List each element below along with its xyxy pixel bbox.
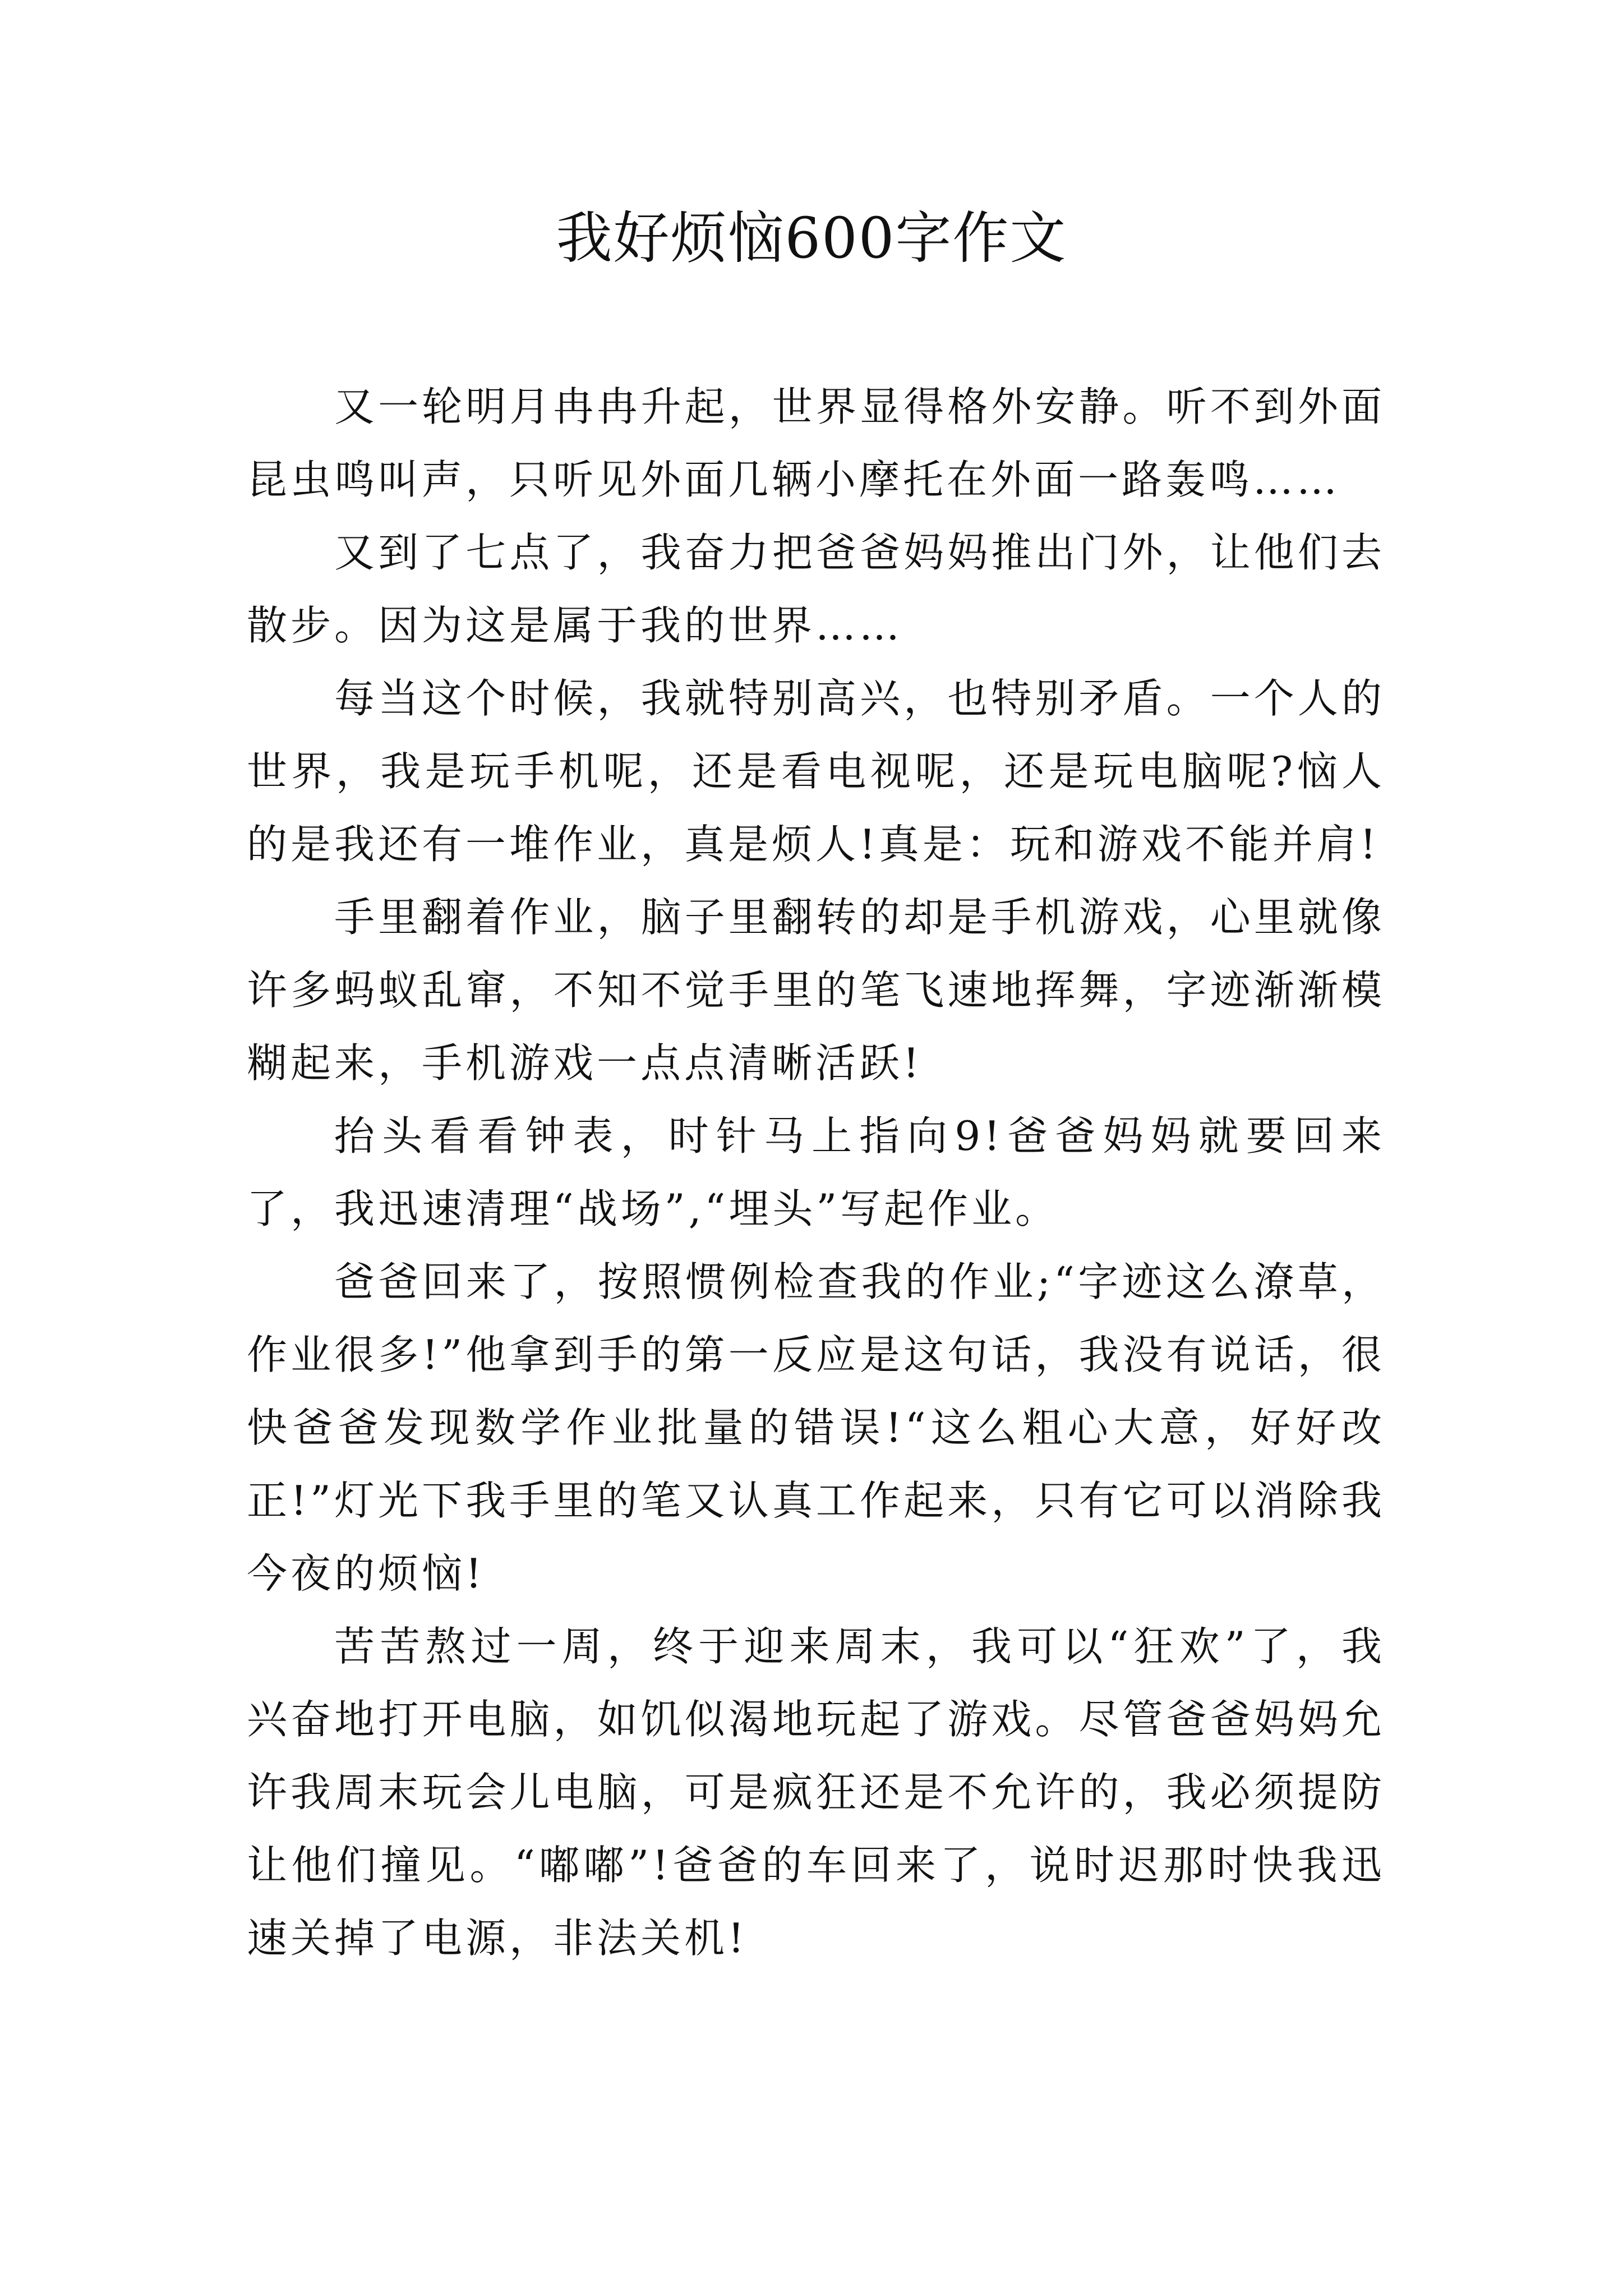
paragraph-1: 又一轮明月冉冉升起，世界显得格外安静。听不到外面昆虫鸣叫声，只听见外面几辆小摩托在外面一路轰鸣……	[247, 383, 1385, 503]
paragraph-5: 抬头看看钟表，时针马上指向9!爸爸妈妈就要回来了，我迅速清理“战场”,“埋头”写起作业。	[247, 1112, 1385, 1232]
document-title: 我好烦恼600字作文	[556, 205, 1067, 271]
paragraph-7: 苦苦熬过一周，终于迎来周末，我可以“狂欢”了，我兴奋地打开电脑，如饥似渴地玩起了游戏。尽管爸爸妈妈允许我周末玩会儿电脑，可是疯狂还是不允许的，我必须提防让他们撞见。“嘟嘟”!爸爸的车回来了，说时迟那时快我迅速关掉了电源，非法关机!	[247, 1623, 1385, 1962]
document-body	[247, 370, 1385, 1975]
paragraph-4: 手里翻着作业，脑子里翻转的却是手机游戏，心里就像许多蚂蚁乱窜，不知不觉手里的笔飞速地挥舞，字迹渐渐模糊起来，手机游戏一点点清晰活跃!	[247, 894, 1385, 1087]
paragraph-3: 每当这个时候，我就特别高兴，也特别矛盾。一个人的世界，我是玩手机呢，还是看电视呢，还是玩电脑呢?恼人的是我还有一堆作业，真是烦人!真是：玩和游戏不能并肩!	[247, 675, 1385, 868]
paragraph-2: 又到了七点了，我奋力把爸爸妈妈推出门外，让他们去散步。因为这是属于我的世界……	[247, 529, 1385, 649]
paragraph-6: 爸爸回来了，按照惯例检查我的作业;“字迹这么潦草，作业很多!”他拿到手的第一反应是这句话，我没有说话，很快爸爸发现数学作业批量的错误!“这么粗心大意，好好改正!”灯光下我手里的笔又认真工作起来，只有它可以消除我今夜的烦恼!	[247, 1258, 1385, 1597]
